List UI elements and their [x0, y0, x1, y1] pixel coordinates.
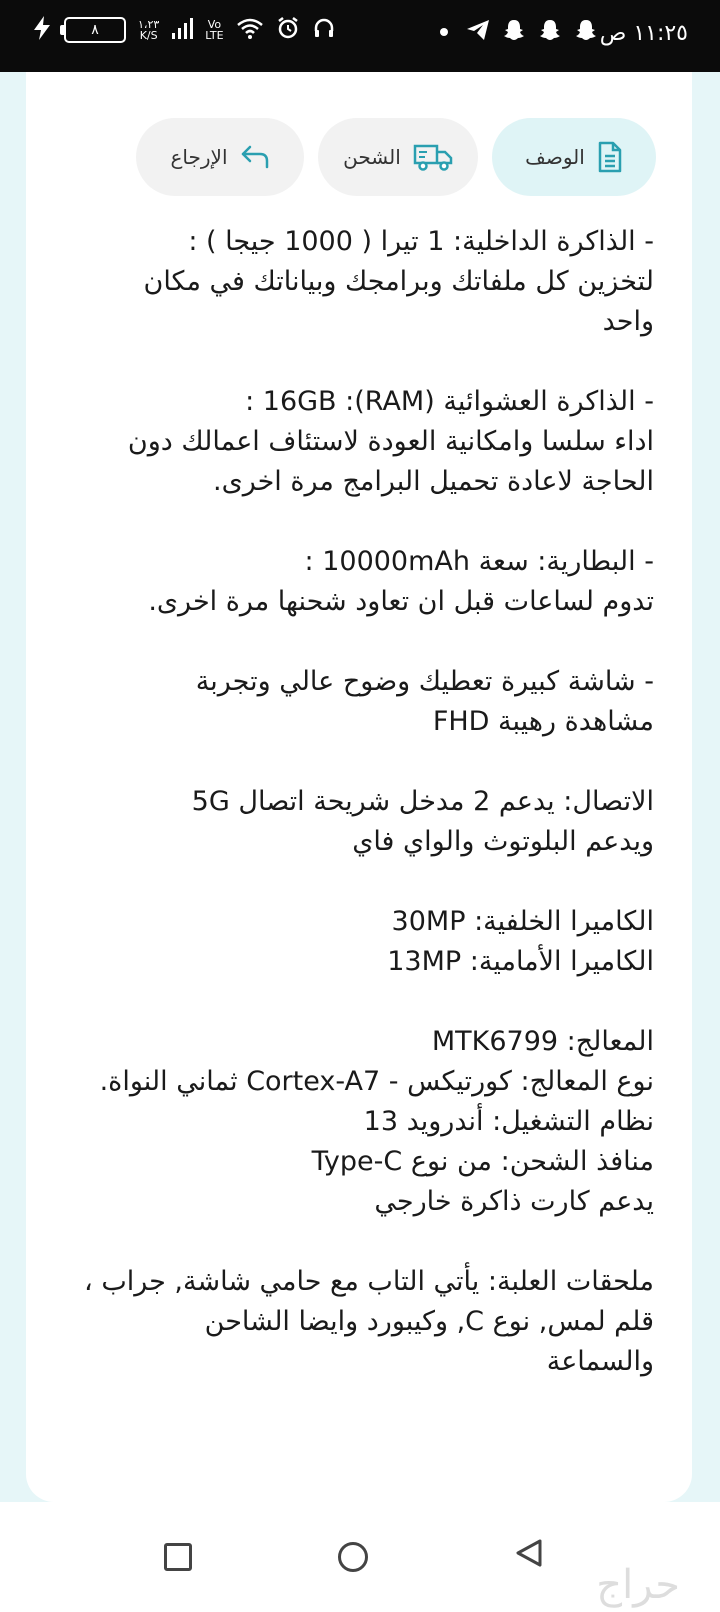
alarm-icon: [276, 16, 300, 44]
tab-returns-label: الإرجاع: [170, 145, 228, 169]
description-line: الحاجة لاعادة تحميل البرامج مرة اخرى.: [213, 466, 654, 497]
net-speed: ١،٢٣ K/S: [138, 18, 160, 42]
wifi-icon: [236, 17, 264, 43]
tab-shipping[interactable]: [318, 118, 478, 196]
description-line: لتخزين كل ملفاتك وبرامجك وبياناتك في مكان: [143, 266, 654, 297]
description-line: الكاميرا الخلفية: 30MP: [391, 906, 654, 937]
charging-icon: [32, 16, 52, 44]
description-line: مشاهدة رهيبة FHD: [432, 706, 654, 737]
description-line: - شاشة كبيرة تعطيك وضوح عالي وتجربة: [195, 666, 654, 697]
volte-icon: Vo LTE: [205, 18, 224, 42]
snapchat-icon-2: [538, 18, 562, 46]
description-line: المعالج: MTK6799: [431, 1026, 654, 1057]
snapchat-icon: [502, 18, 526, 46]
description-line: نظام التشغيل: أندرويد 13: [363, 1106, 654, 1137]
description-paragraph: [44, 1262, 654, 1382]
description-paragraph: [44, 782, 654, 862]
description-line: - الذاكرة الداخلية: 1 تيرا ( 1000 جيجا ) :: [188, 226, 654, 257]
description-paragraph: [44, 542, 654, 622]
description-paragraph: [44, 662, 654, 742]
description-text: [44, 222, 654, 1422]
description-line: منافذ الشحن: من نوع Type-C: [311, 1146, 654, 1177]
truck-icon: [413, 143, 453, 171]
tab-returns[interactable]: [136, 118, 304, 196]
description-line: ملحقات العلبة: يأتي التاب مع حامي شاشة, جراب ،: [84, 1266, 654, 1297]
tab-description-label: الوصف: [525, 145, 585, 169]
status-left-icons: [32, 16, 336, 44]
clock: ١١:٢٥ ص: [599, 21, 688, 46]
description-paragraph: [44, 382, 654, 502]
status-right-icons: [440, 18, 598, 46]
description-line: ويدعم البلوتوث والواي فاي: [352, 826, 654, 857]
description-line: الاتصال: يدعم 2 مدخل شريحة اتصال 5G: [191, 786, 654, 817]
description-line: - البطارية: سعة 10000mAh :: [304, 546, 654, 577]
description-line: اداء سلسا وامكانية العودة لاستئاف اعمالك دون: [127, 426, 654, 457]
telegram-icon: [466, 19, 490, 45]
description-line: نوع المعالج: كورتيكس - Cortex-A7 ثماني النواة.: [99, 1066, 654, 1097]
return-arrow-icon: [240, 144, 270, 170]
haraj-watermark: حراج: [596, 1562, 680, 1608]
signal-icon: [171, 17, 193, 43]
tab-bar: [26, 118, 692, 196]
description-line: تدوم لساعات قبل ان تعاود شحنها مرة اخرى.: [148, 586, 654, 617]
recent-apps-button[interactable]: [164, 1543, 192, 1571]
back-button[interactable]: [514, 1538, 544, 1572]
description-line: والسماعة: [546, 1346, 654, 1377]
home-button[interactable]: [338, 1542, 368, 1572]
headset-icon: [312, 16, 336, 44]
snapchat-icon-3: [574, 18, 598, 46]
tab-description[interactable]: [492, 118, 656, 196]
status-bar: [0, 0, 720, 72]
description-line: واحد: [602, 306, 654, 337]
document-icon: [597, 141, 623, 173]
description-line: الكاميرا الأمامية: 13MP: [387, 946, 654, 977]
description-paragraph: [44, 1022, 654, 1222]
dot-icon: [440, 28, 448, 36]
battery-icon: ٨: [64, 17, 126, 43]
description-paragraph: [44, 222, 654, 342]
description-line: - الذاكرة العشوائية (RAM): 16GB :: [245, 386, 654, 417]
description-line: قلم لمس, نوع C, وكيبورد وايضا الشاحن: [204, 1306, 654, 1337]
tab-shipping-label: الشحن: [343, 145, 401, 169]
description-paragraph: [44, 902, 654, 982]
description-line: يدعم كارت ذاكرة خارجي: [374, 1186, 654, 1217]
product-details-card: [26, 72, 692, 1502]
system-nav-bar: [0, 1502, 720, 1612]
